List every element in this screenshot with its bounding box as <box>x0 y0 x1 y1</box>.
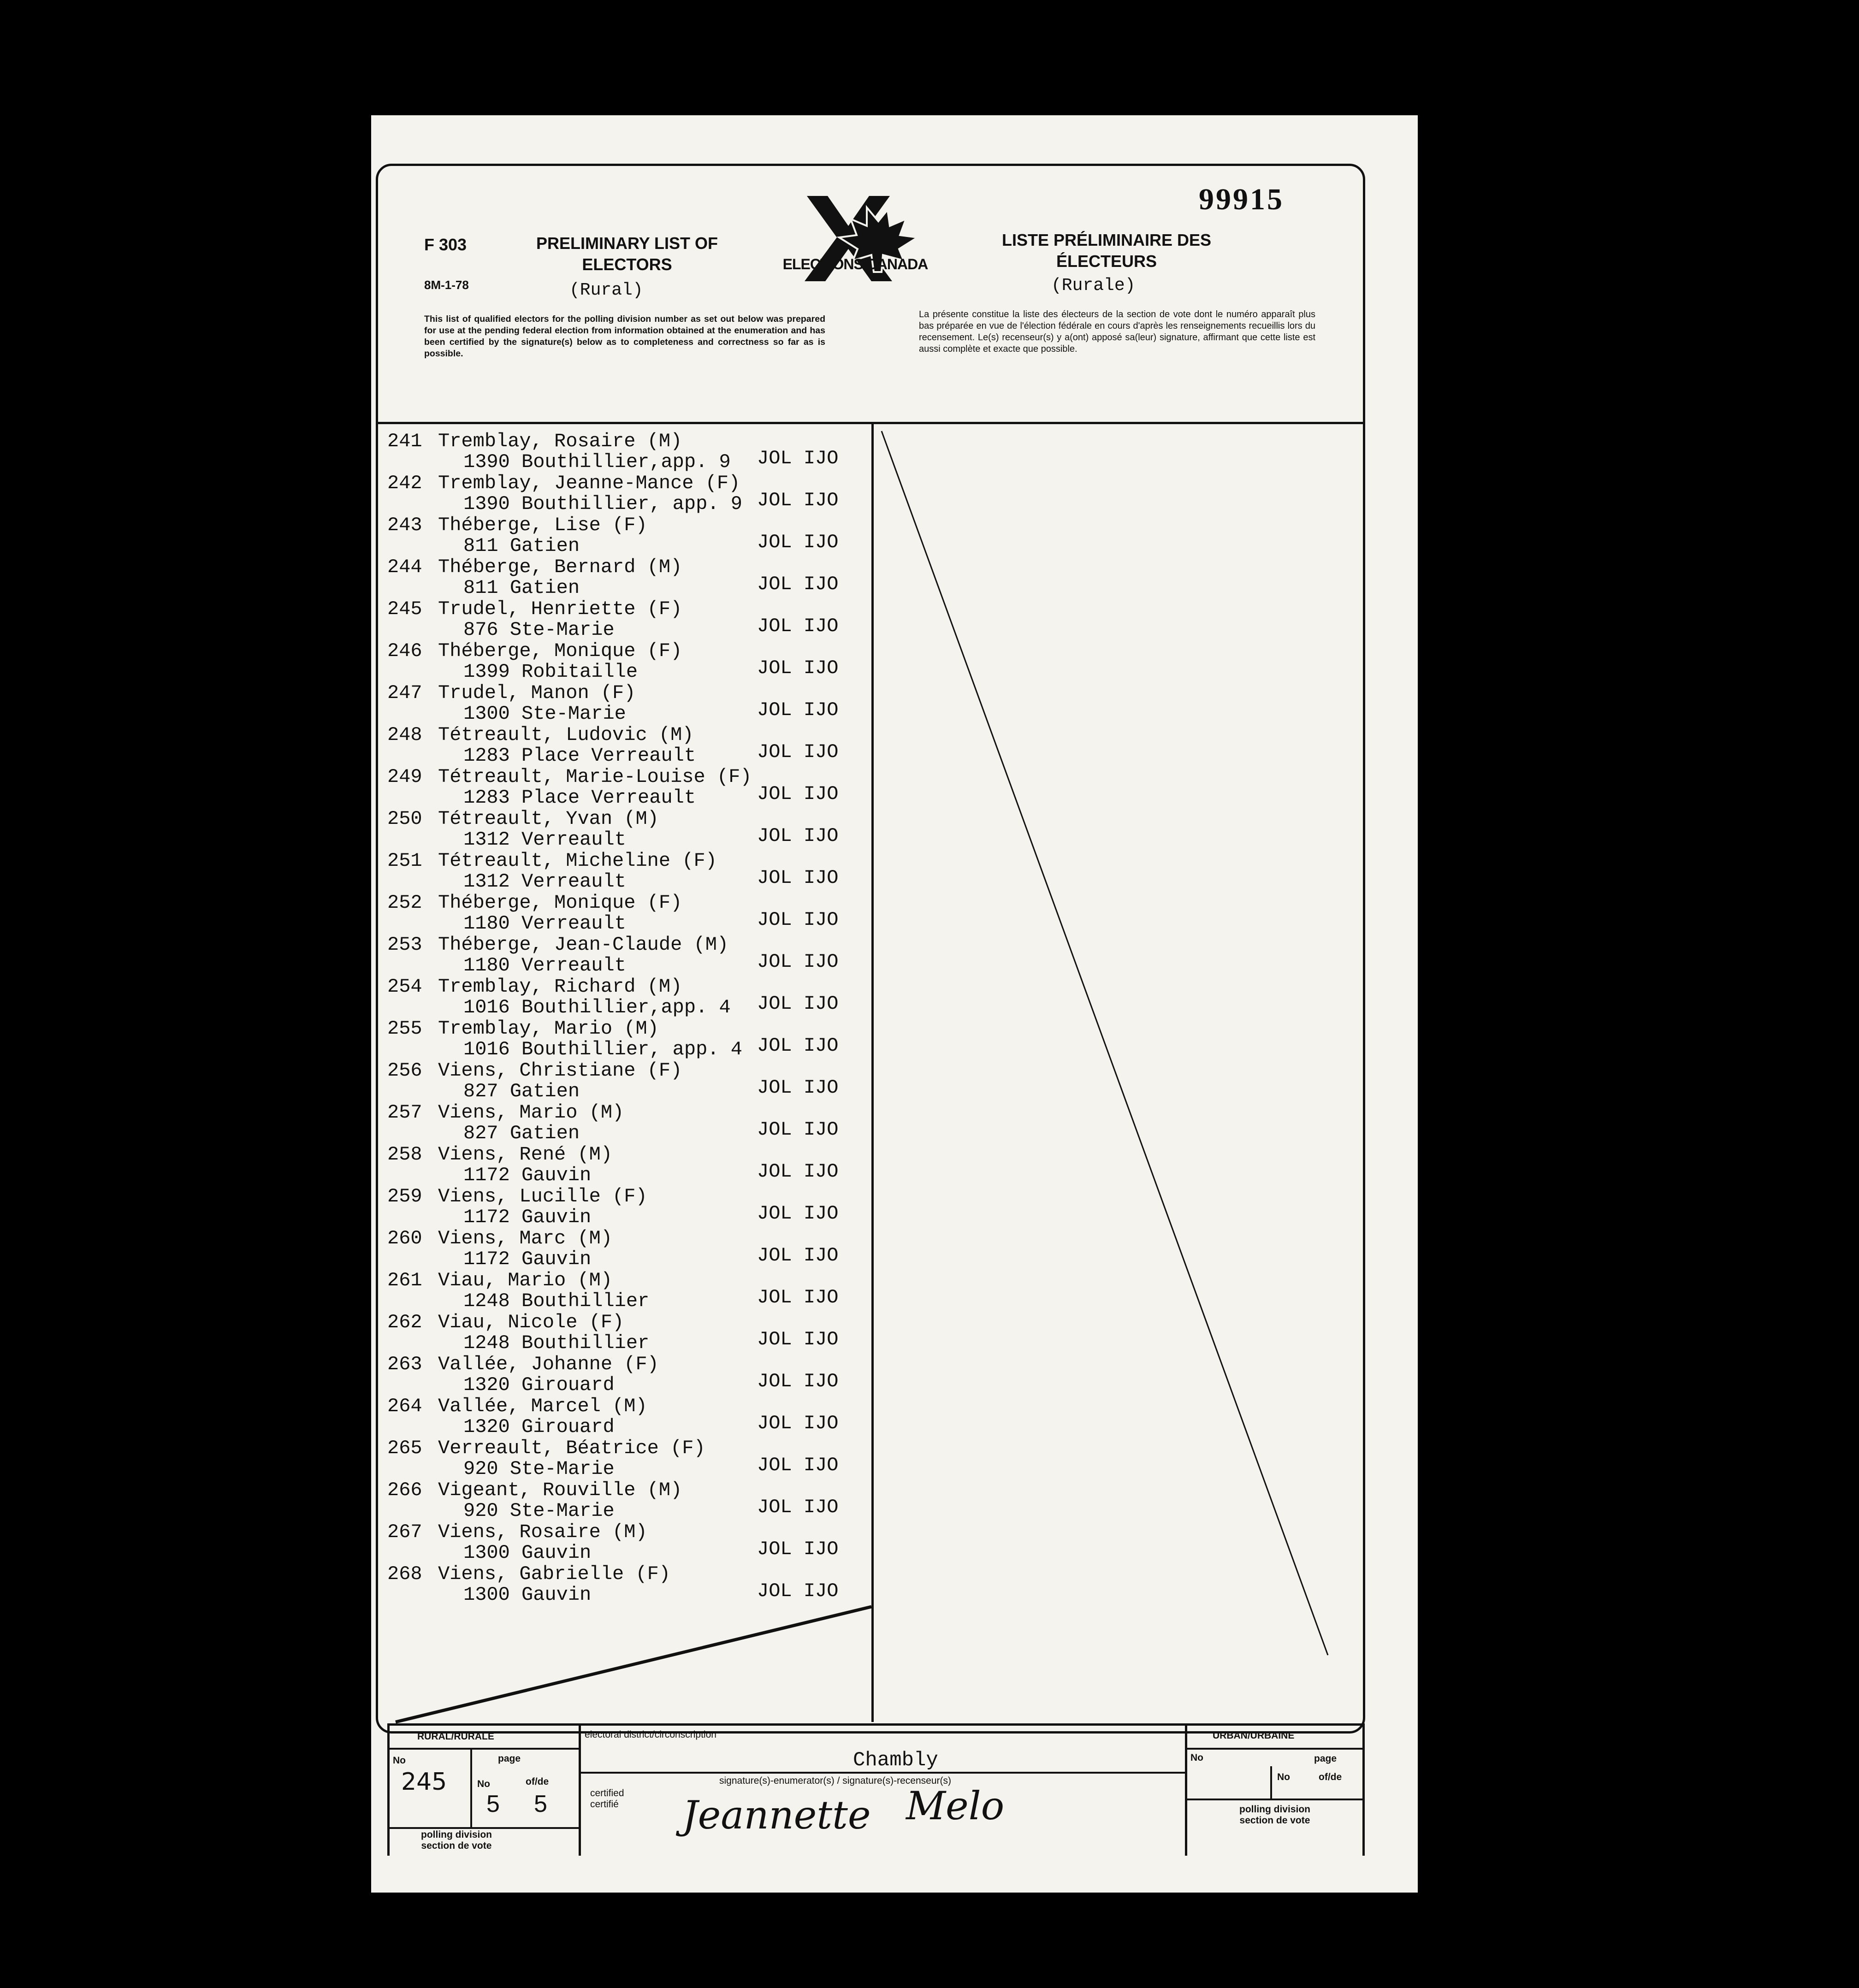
elector-number: 255 <box>387 1018 422 1040</box>
elector-name: Trudel, Manon (F) <box>438 682 636 704</box>
elector-number: 244 <box>387 556 422 578</box>
elector-number: 249 <box>387 766 422 788</box>
page-label: page <box>498 1753 521 1764</box>
elector-address: 920 Ste-Marie <box>463 1458 615 1480</box>
elector-postal-code: JOL IJO <box>757 1538 839 1560</box>
elector-name: Viens, Mario (M) <box>438 1101 624 1124</box>
elector-number: 251 <box>387 850 422 872</box>
elector-number: 259 <box>387 1185 422 1207</box>
elector-address: 827 Gatien <box>463 1080 580 1102</box>
urban-label: URBAN/URBAINE <box>1213 1730 1295 1741</box>
elector-number: 248 <box>387 724 422 746</box>
elector-number: 263 <box>387 1353 422 1375</box>
elector-address: 1312 Verreault <box>463 828 626 851</box>
elector-name: Viens, Lucille (F) <box>438 1185 647 1207</box>
enumerator-signature-2: Melo <box>906 1783 1005 1828</box>
of-label: of/de <box>526 1776 549 1787</box>
elector-number: 266 <box>387 1479 422 1501</box>
elector-postal-code: JOL IJO <box>757 1496 839 1518</box>
elector-name: Théberge, Bernard (M) <box>438 556 682 578</box>
elector-address: 1016 Bouthillier,app. 4 <box>463 996 731 1018</box>
subtitle-french: (Rurale) <box>1051 276 1136 296</box>
elector-name: Tremblay, Richard (M) <box>438 976 682 998</box>
elector-address: 1180 Verreault <box>463 912 626 935</box>
elector-address: 827 Gatien <box>463 1122 580 1144</box>
elector-postal-code: JOL IJO <box>757 825 839 847</box>
elector-address: 1283 Place Verreault <box>463 787 696 809</box>
elector-address: 811 Gatien <box>463 577 580 599</box>
elector-name: Tétreault, Yvan (M) <box>438 808 659 830</box>
elector-postal-code: JOL IJO <box>757 447 839 469</box>
elector-name: Tétreault, Ludovic (M) <box>438 724 694 746</box>
elector-number: 246 <box>387 640 422 662</box>
elector-number: 254 <box>387 976 422 998</box>
elector-number: 262 <box>387 1311 422 1333</box>
elector-address: 1172 Gauvin <box>463 1248 592 1270</box>
elector-postal-code: JOL IJO <box>757 1118 839 1141</box>
elector-postal-code: JOL IJO <box>757 699 839 721</box>
logo-wordmark: ELECTIONS CANADA <box>782 256 928 272</box>
urban-of-label: of/de <box>1319 1772 1342 1782</box>
elector-address: 1172 Gauvin <box>463 1164 592 1186</box>
elector-number: 264 <box>387 1395 422 1417</box>
elector-number: 260 <box>387 1227 422 1249</box>
elector-name: Viens, Rosaire (M) <box>438 1521 647 1543</box>
elector-name: Tremblay, Jeanne-Mance (F) <box>438 472 740 494</box>
intro-english: This list of qualified electors for the polling division number as set out below was prepared for use at the pending federal election from information obtained at the enumeration and has been certified by the signature(s) below as to completeness and correctness so far as is possible. <box>424 314 825 359</box>
elector-number: 267 <box>387 1521 422 1543</box>
elector-number: 261 <box>387 1269 422 1291</box>
elector-postal-code: JOL IJO <box>757 1202 839 1225</box>
elector-postal-code: JOL IJO <box>757 657 839 679</box>
elector-postal-code: JOL IJO <box>757 1454 839 1476</box>
page-total: 5 <box>534 1791 547 1817</box>
elector-postal-code: JOL IJO <box>757 909 839 931</box>
rural-no-label: No <box>393 1755 406 1766</box>
page-number: 5 <box>486 1791 500 1817</box>
urban-page-label: page <box>1314 1753 1337 1764</box>
urban-no-label: No <box>1190 1752 1203 1763</box>
intro-french: La présente constitue la liste des électeurs de la section de vote dont le numéro apparaît plus bas préparée en vue de l'élection fédérale en cours d'après les renseignements recueillis lors du recensement. Le(s) recenseur(s) y a(ont) apposé sa(leur) signature, affirmant que cette liste est aussi complète et exacte que possible. <box>919 309 1315 354</box>
subtitle-english: (Rural) <box>569 280 643 300</box>
elector-postal-code: JOL IJO <box>757 489 839 511</box>
elector-postal-code: JOL IJO <box>757 1160 839 1183</box>
elector-name: Tétreault, Micheline (F) <box>438 850 717 872</box>
elector-number: 247 <box>387 682 422 704</box>
elector-postal-code: JOL IJO <box>757 741 839 763</box>
elector-name: Viens, Gabrielle (F) <box>438 1563 671 1585</box>
elector-name: Viau, Nicole (F) <box>438 1311 624 1333</box>
elector-address: 1283 Place Verreault <box>463 745 696 767</box>
elector-postal-code: JOL IJO <box>757 615 839 637</box>
elector-name: Viau, Mario (M) <box>438 1269 613 1291</box>
elector-address: 1390 Bouthillier, app. 9 <box>463 493 742 515</box>
polling-division-number: 245 <box>401 1768 447 1796</box>
elector-postal-code: JOL IJO <box>757 1328 839 1350</box>
polling-division-label: polling division section de vote <box>421 1829 492 1851</box>
elector-name: Viens, Christiane (F) <box>438 1059 682 1082</box>
elector-number: 256 <box>387 1059 422 1082</box>
elector-address: 811 Gatien <box>463 535 580 557</box>
elector-address: 1248 Bouthillier <box>463 1290 650 1312</box>
elector-number: 252 <box>387 892 422 914</box>
elector-address: 1399 Robitaille <box>463 661 638 683</box>
elector-number: 243 <box>387 514 422 536</box>
title-english: PRELIMINARY LIST OF ELECTORS <box>536 234 718 274</box>
elector-number: 253 <box>387 934 422 956</box>
elector-postal-code: JOL IJO <box>757 531 839 553</box>
district-name: Chambly <box>853 1749 938 1772</box>
elector-name: Vallée, Johanne (F) <box>438 1353 659 1375</box>
elector-postal-code: JOL IJO <box>757 951 839 973</box>
enumerator-signature-1: Jeannette <box>682 1793 871 1838</box>
form-date: 8M-1-78 <box>424 278 469 292</box>
elector-name: Théberge, Jean-Claude (M) <box>438 934 729 956</box>
elector-name: Théberge, Monique (F) <box>438 892 682 914</box>
elector-address: 1300 Gauvin <box>463 1584 592 1606</box>
urban-polling-division-label: polling division section de vote <box>1239 1804 1310 1826</box>
elector-name: Verreault, Béatrice (F) <box>438 1437 705 1459</box>
signature-label: signature(s)-enumerator(s) / signature(s)-recenseur(s) <box>719 1775 951 1786</box>
elector-address: 920 Ste-Marie <box>463 1500 615 1522</box>
footer-table <box>387 1723 1365 1856</box>
elector-postal-code: JOL IJO <box>757 1035 839 1057</box>
elector-number: 268 <box>387 1563 422 1585</box>
elector-number: 258 <box>387 1143 422 1166</box>
serial-number: 99915 <box>1199 183 1284 216</box>
elector-name: Vallée, Marcel (M) <box>438 1395 647 1417</box>
form-number: F 303 <box>424 235 467 254</box>
elector-postal-code: JOL IJO <box>757 1286 839 1308</box>
elector-postal-code: JOL IJO <box>757 993 839 1015</box>
elector-postal-code: JOL IJO <box>757 1370 839 1392</box>
elector-postal-code: JOL IJO <box>757 1244 839 1266</box>
diagonal-cancel-line-right <box>882 431 1328 1655</box>
elector-address: 1300 Gauvin <box>463 1542 592 1564</box>
rural-label: RURAL/RURALE <box>417 1731 494 1742</box>
elector-name: Viens, René (M) <box>438 1143 613 1166</box>
elector-address: 1312 Verreault <box>463 870 626 893</box>
elector-name: Vigeant, Rouville (M) <box>438 1479 682 1501</box>
elector-postal-code: JOL IJO <box>757 573 839 595</box>
elector-name: Tremblay, Rosaire (M) <box>438 430 682 452</box>
elector-name: Théberge, Lise (F) <box>438 514 647 536</box>
elector-address: 1248 Bouthillier <box>463 1332 650 1354</box>
page-no-label: No <box>477 1779 490 1789</box>
elector-name: Tremblay, Mario (M) <box>438 1018 659 1040</box>
elector-postal-code: JOL IJO <box>757 783 839 805</box>
elector-number: 245 <box>387 598 422 620</box>
elector-address: 1390 Bouthillier,app. 9 <box>463 451 731 473</box>
elector-number: 250 <box>387 808 422 830</box>
elector-name: Tétreault, Marie-Louise (F) <box>438 766 752 788</box>
elector-address: 1320 Girouard <box>463 1374 615 1396</box>
elector-postal-code: JOL IJO <box>757 1077 839 1099</box>
certified-label: certified certifié <box>590 1788 624 1810</box>
diagonal-cancel-line-left <box>396 1607 871 1722</box>
elector-number: 241 <box>387 430 422 452</box>
title-french: LISTE PRÉLIMINAIRE DES ÉLECTEURS <box>1001 231 1212 271</box>
elector-name: Trudel, Henriette (F) <box>438 598 682 620</box>
elector-postal-code: JOL IJO <box>757 1412 839 1434</box>
elector-address: 1172 Gauvin <box>463 1206 592 1228</box>
elector-number: 265 <box>387 1437 422 1459</box>
elector-address: 1016 Bouthillier, app. 4 <box>463 1038 742 1060</box>
elector-name: Théberge, Monique (F) <box>438 640 682 662</box>
elector-number: 257 <box>387 1101 422 1124</box>
district-label: electoral district/circonscription <box>585 1729 716 1740</box>
elector-number: 242 <box>387 472 422 494</box>
elector-address: 1300 Ste-Marie <box>463 703 626 725</box>
elector-address: 876 Ste-Marie <box>463 619 615 641</box>
elector-name: Viens, Marc (M) <box>438 1227 613 1249</box>
elector-postal-code: JOL IJO <box>757 1580 839 1602</box>
elector-postal-code: JOL IJO <box>757 867 839 889</box>
elector-address: 1180 Verreault <box>463 954 626 976</box>
elector-address: 1320 Girouard <box>463 1416 615 1438</box>
urban-page-no-label: No <box>1277 1772 1290 1782</box>
